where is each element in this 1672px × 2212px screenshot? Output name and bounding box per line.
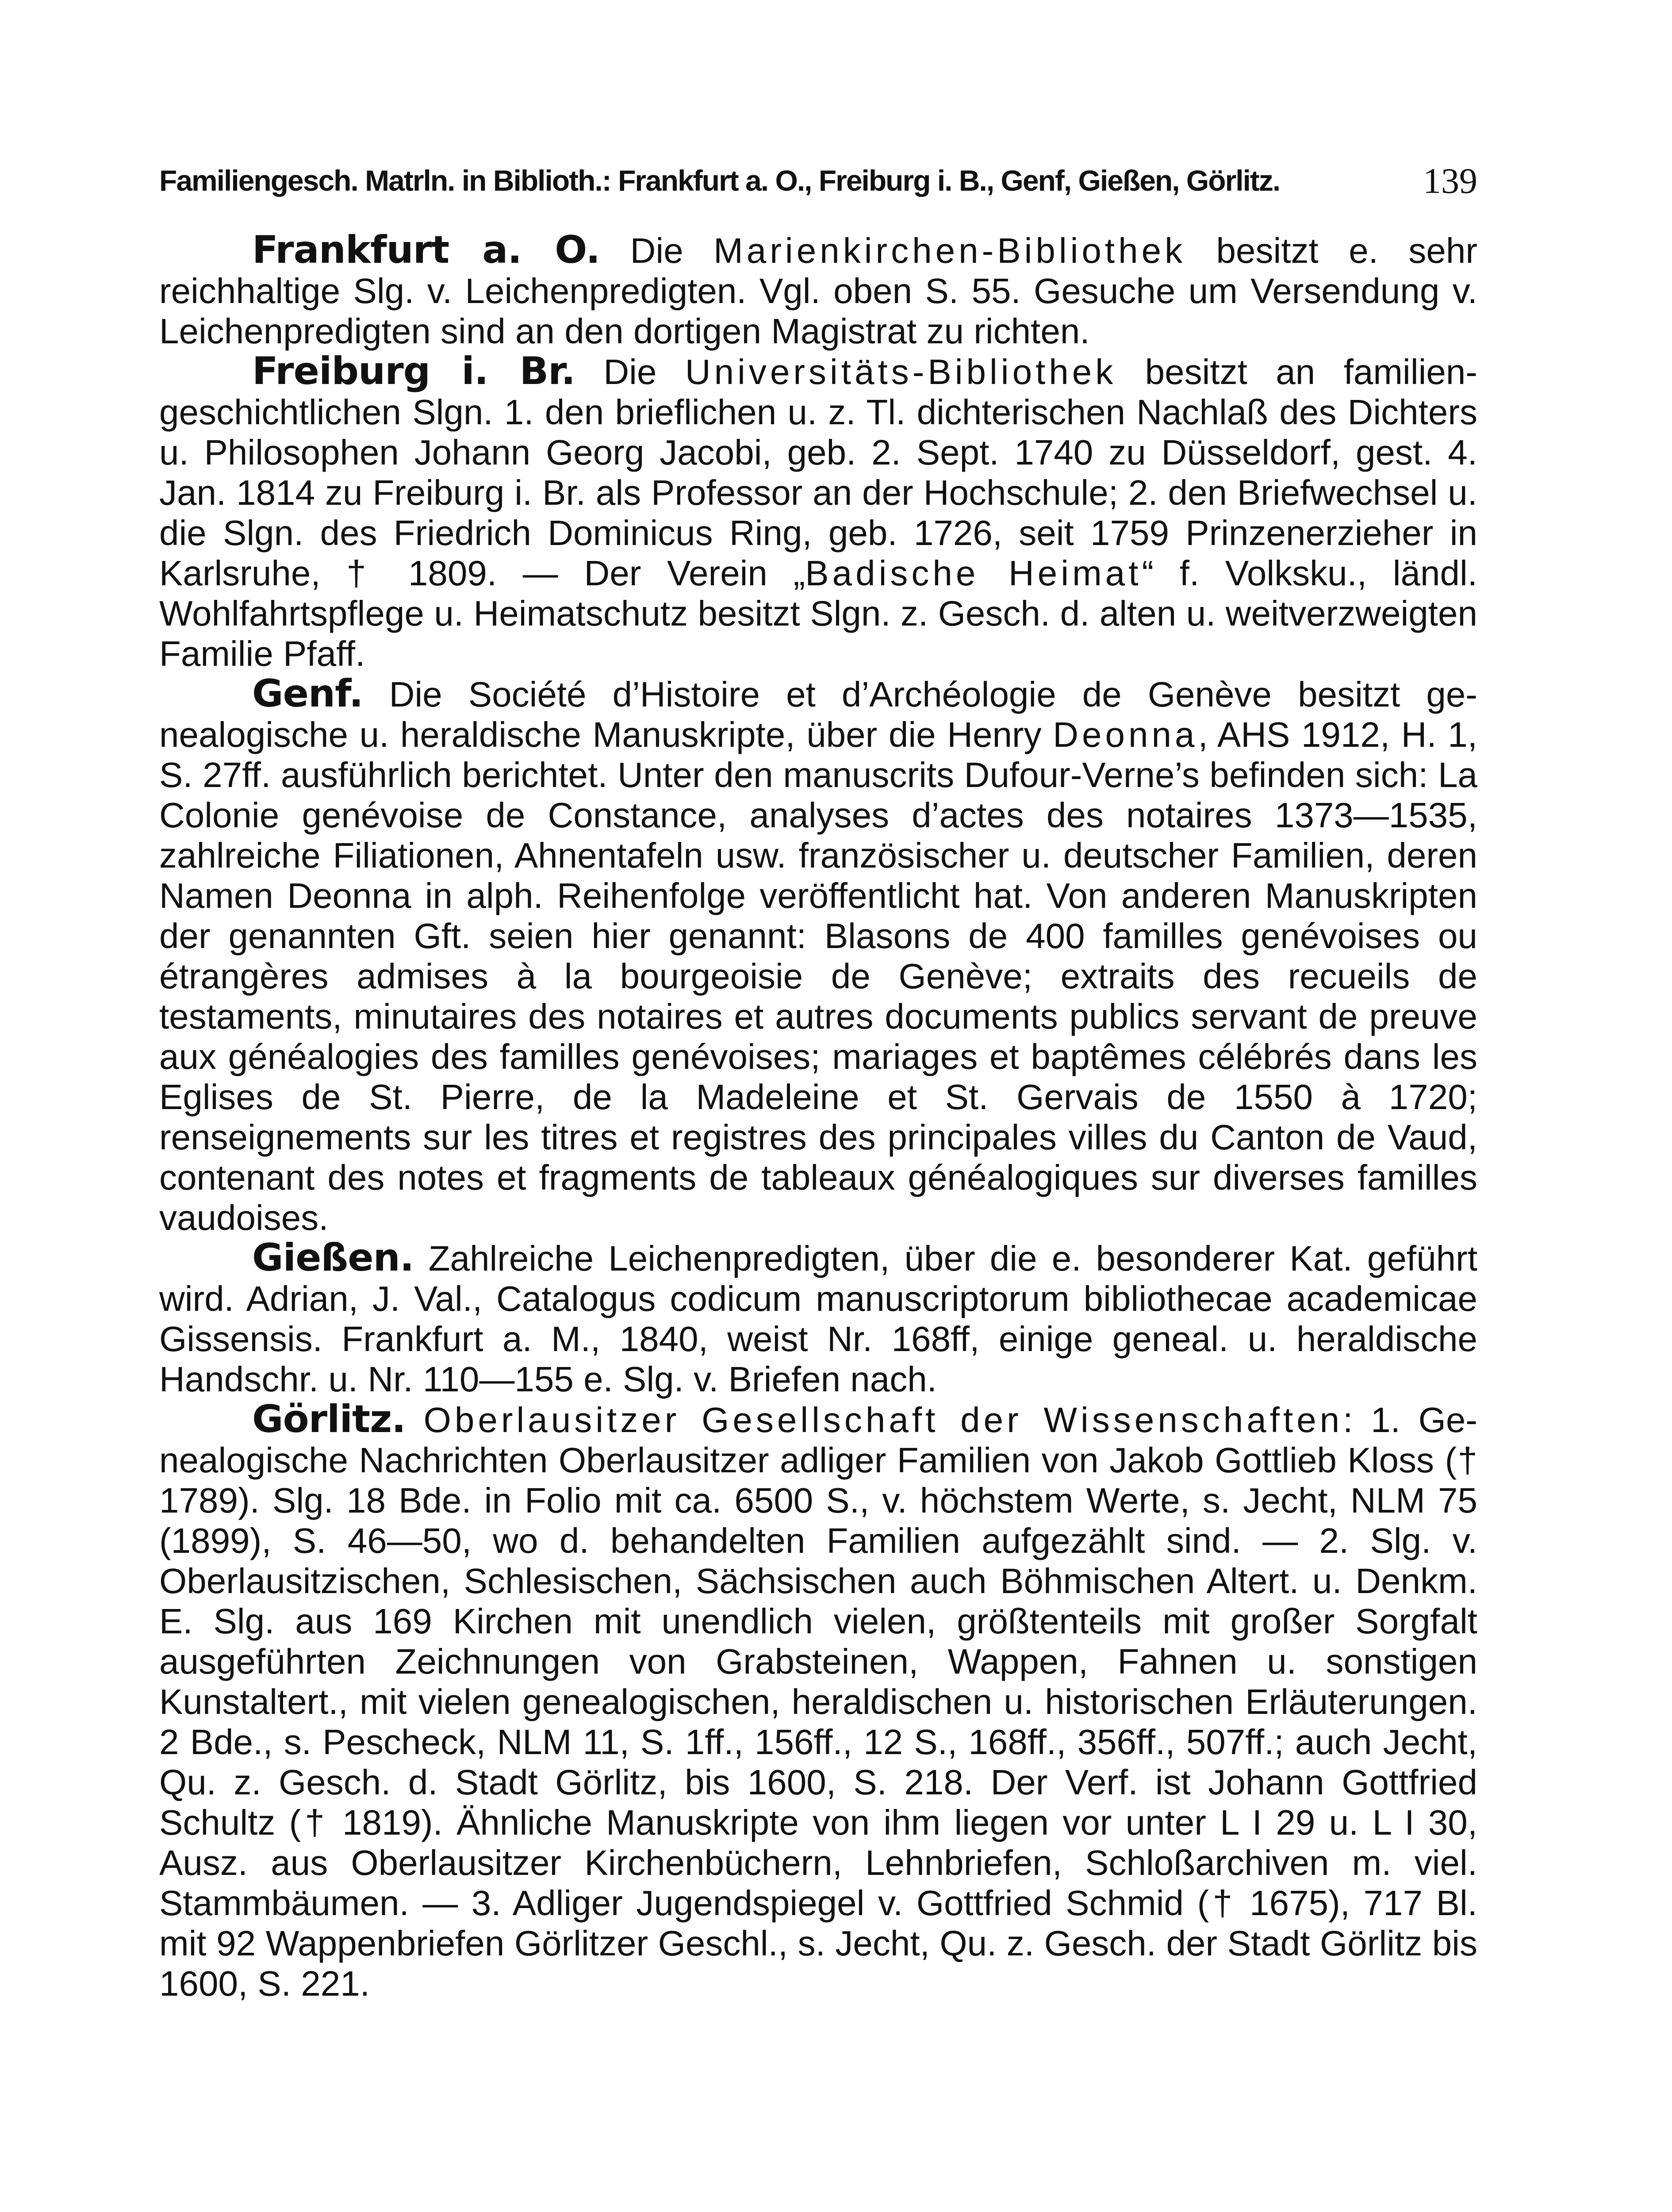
entry-text: besitzt e. sehr reichhaltige Slg. v. Leichenpredigten. Vgl. oben S. 55. Gesuche um Versendung v. Leichenpredigten sind an den dortigen Magistrat zu richten. [159,231,1478,351]
entry-heading: Freiburg i. Br. [252,349,575,393]
entry-text: Zahlreiche Leichenpredigten, über die e. besonderer Kat. geführt wird. Adrian, J. Val., Catalogus codicum manuscriptorum bibliothecae academicae Gissensis. Frankfurt a. M., 1840, weist Nr. 168ff, einige geneal. u. heraldische Handschr. u. Nr. 110—155 e. Slg. v. Briefen nach. [159,1239,1477,1399]
entry-freiburg [159,351,1477,674]
entry-heading: Görlitz. [252,1397,406,1441]
library-name: Universitäts-Bibliothek [685,352,1117,392]
entry-genf [159,674,1477,1238]
entry-heading: Gießen. [252,1236,414,1280]
library-name: Marienkirchen-Bibliothek [713,231,1186,270]
author-name: Deonna [1053,715,1198,754]
entry-text: Die [575,352,685,392]
entry-goerlitz [159,1399,1477,2004]
page-number: 139 [1423,161,1477,201]
entry-giessen [159,1238,1477,1399]
society-name: Badische Heimat [805,553,1142,593]
running-head [159,159,1477,212]
entry-text: Die [600,231,714,270]
entry-text: , AHS 1912, H. 1, S. 27ff. ausführlich berichtet. Unter den manuscrits Dufour-Verne’s befinden sich: La Colonie genévoise de Constance, analyses d’actes des notaires 1373—1535, zahlreiche Filiationen, Ahnentafeln usw. französischer u. deutscher Familien, deren Namen Deonna in alph. Reihenfolge veröffentlicht hat. Von anderen Manuskripten der genannten Gft. seien hier genannt: Blasons de 400 familles genévoises ou étrangères admises à la bourgeoisie de Genève; extraits des recueils de testaments, minutaires des notaires et autres documents publics servant de preuve aux généalogies des familles genévoises; mariages et baptêmes célébrés dans les Eglises de St. Pierre, de la Madeleine et St. Gervais de 1550 à 1720; renseignements sur les titres et registres des principales villes du Canton de Vaud, contenant des notes et fragments de tableaux généalogiques sur diverses familles vaudoises. [159,715,1477,1237]
entry-frankfurt [159,230,1477,351]
entry-text: “ f. Volksku., ländl. Wohlfahrtspflege u. Heimatschutz besitzt Slgn. z. Gesch. d. alten u. weitverzweigten Familie Pfaff. [159,553,1477,673]
entry-heading: Genf. [252,672,363,716]
entry-heading: Frankfurt a. O. [252,228,600,272]
entry-text: Die Société d’Histoire et d’Archéologie de Genève besitzt genealogische u. heraldische Manuskripte, über die Henry [159,675,1477,754]
body-text [159,230,1477,2004]
running-head-title: Familiengesch. Matrln. in Biblioth.: Frankfurt a. O., Freiburg i. B., Genf, Gießen, Görlitz. [159,164,1280,197]
society-name: Oberlausitzer Gesellschaft der Wissenschaften [423,1400,1343,1440]
entry-text: besitzt an familiengeschichtlichen Slgn. 1. den brieflichen u. z. Tl. dichterischen Nachlaß des Dichters u. Philosophen Johann Georg Jacobi, geb. 2. Sept. 1740 zu Düsseldorf, gest. 4. Jan. 1814 zu Freiburg i. Br. als Professor an der Hochschule; 2. den Briefwechsel u. die Slgn. des Friedrich Dominicus Ring, geb. 1726, seit 1759 Prinzenerzieher in Karlsruhe, † 1809. — Der Verein „ [159,352,1477,593]
entry-text: : 1. Genealogische Nachrichten Oberlausitzer adliger Familien von Jakob Gottlieb Kloss († 1789). Slg. 18 Bde. in Folio mit ca. 6500 S., v. höchstem Werte, s. Jecht, NLM 75 (1899), S. 46—50, wo d. behandelten Familien aufgezählt sind. — 2. Slg. v. Oberlausitzischen, Schlesischen, Sächsischen auch Böhmischen Altert. u. Denkm. E. Slg. aus 169 Kirchen mit unendlich vielen, größtenteils mit großer Sorgfalt ausgeführten Zeichnungen von Grabsteinen, Wappen, Fahnen u. sonstigen Kunstaltert., mit vielen genealogischen, heraldischen u. historischen Erläuterungen. 2 Bde., s. Pescheck, NLM 11, S. 1ff., 156ff., 12 S., 168ff., 356ff., 507ff.; auch Jecht, Qu. z. Gesch. d. Stadt Görlitz, bis 1600, S. 218. Der Verf. ist Johann Gottfried Schultz († 1819). Ähnliche Manuskripte von ihm liegen vor unter L I 29 u. L I 30, Ausz. aus Oberlausitzer Kirchenbüchern, Lehnbriefen, Schloßarchiven m. viel. Stammbäumen. — 3. Adliger Jugendspiegel v. Gottfried Schmid († 1675), 717 Bl. mit 92 Wappenbriefen Görlitzer Geschl., s. Jecht, Qu. z. Gesch. der Stadt Görlitz bis 1600, S. 221. [159,1400,1477,2003]
entry-text [406,1400,424,1440]
